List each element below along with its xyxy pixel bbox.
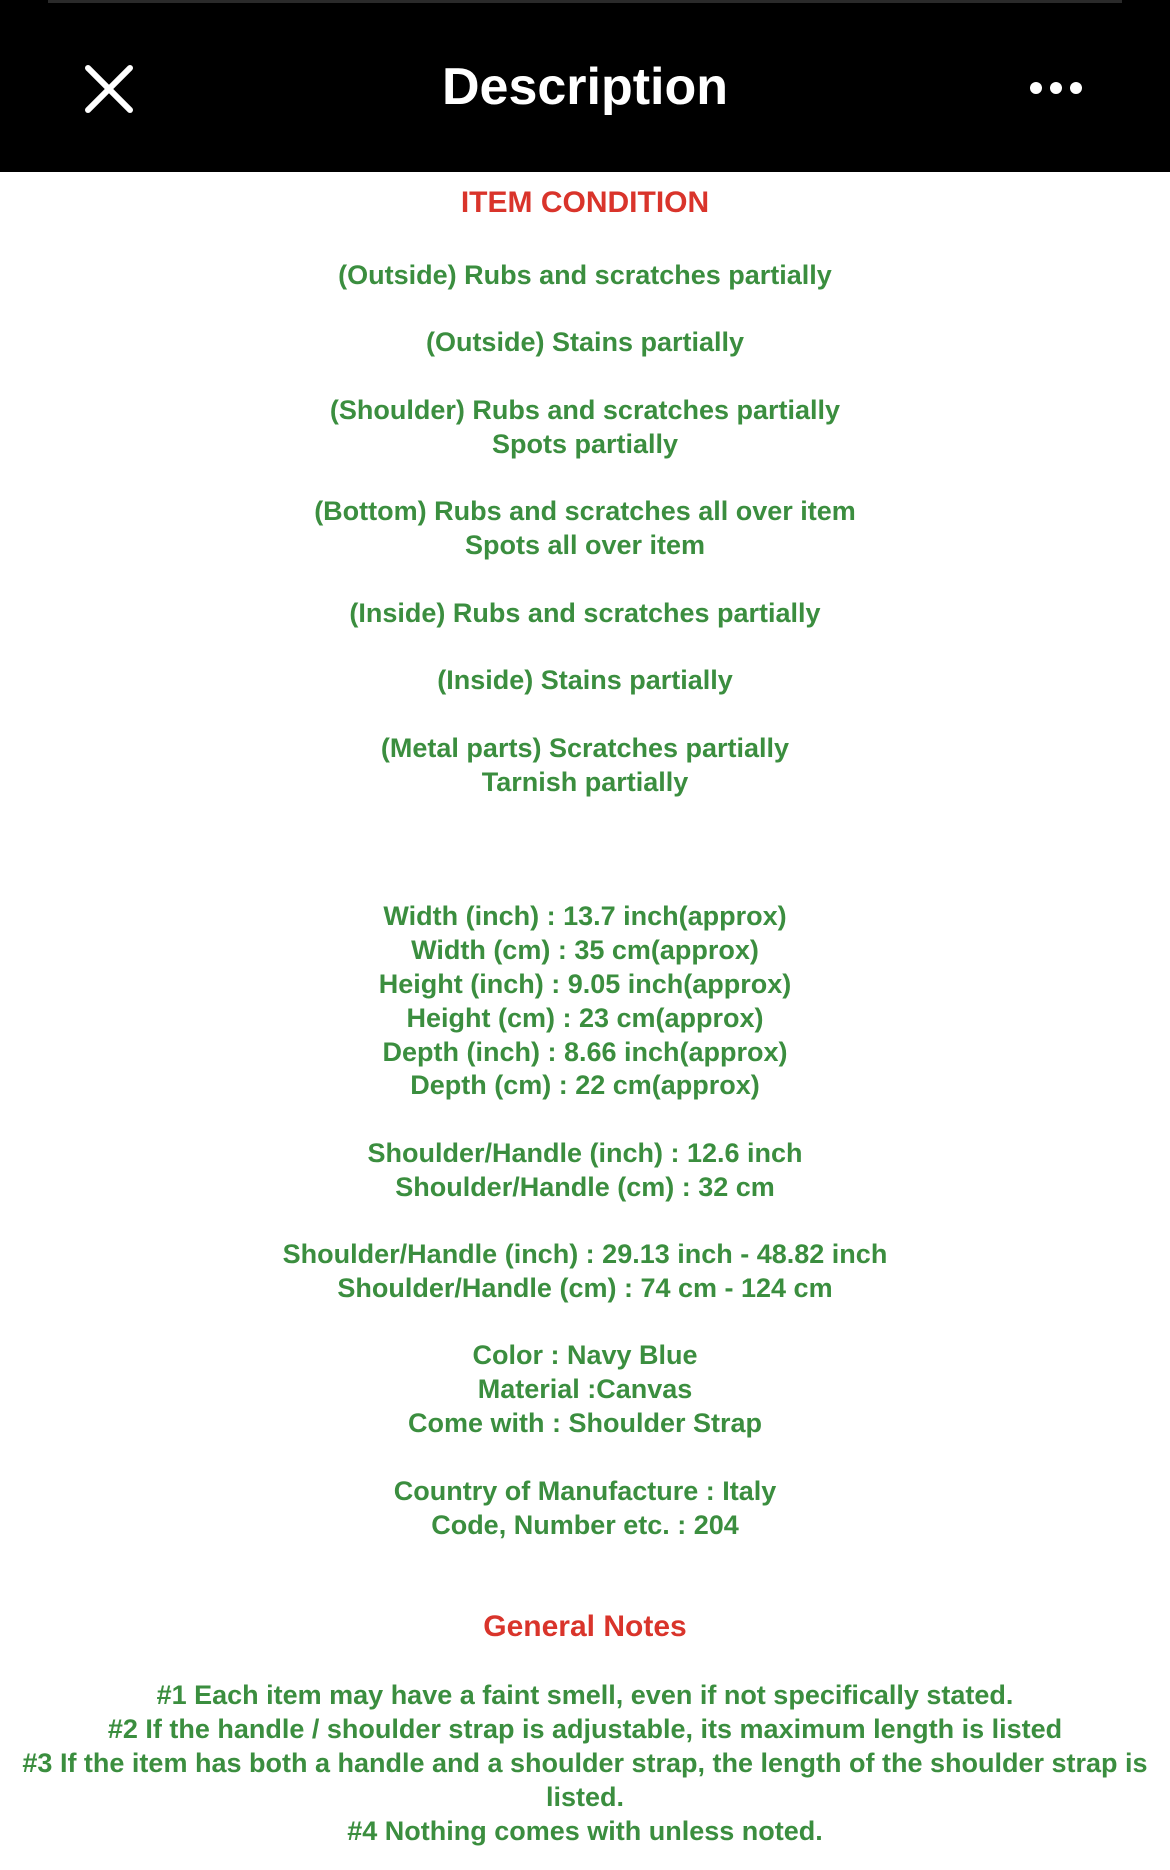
detail-line: Come with : Shoulder Strap (407, 1408, 763, 1438)
condition-line: (Bottom) Rubs and scratches all over item (314, 496, 856, 526)
general-note: #3 If the item has both a handle and a shoulder strap, the length of the shoulder strap is listed. (22, 1748, 1148, 1812)
dimension-line: Width (inch) : 13.7 inch(approx) (383, 901, 787, 931)
general-note: #1 Each item may have a faint smell, even if not specifically stated. (156, 1680, 1014, 1710)
dimension-line: Height (inch) : 9.05 inch(approx) (378, 969, 792, 999)
origin-line: Code, Number etc. : 204 (431, 1510, 739, 1540)
condition-line: Spots partially (491, 429, 679, 459)
general-note: #2 If the handle / shoulder strap is adjustable, its maximum length is listed (107, 1714, 1063, 1744)
condition-line: (Inside) Stains partially (437, 665, 733, 695)
handle-line: Shoulder/Handle (cm) : 32 cm (395, 1172, 775, 1202)
general-notes-heading: General Notes (483, 1610, 687, 1643)
page-title: Description (441, 58, 729, 116)
strap-line: Shoulder/Handle (inch) : 29.13 inch - 48.82 inch (282, 1239, 888, 1269)
condition-line: (Outside) Stains partially (425, 327, 745, 357)
dimension-line: Depth (cm) : 22 cm(approx) (410, 1070, 760, 1100)
condition-line: (Inside) Rubs and scratches partially (349, 598, 821, 628)
condition-line: (Outside) Rubs and scratches partially (338, 260, 832, 290)
handle-line: Shoulder/Handle (inch) : 12.6 inch (367, 1138, 803, 1168)
detail-line: Color : Navy Blue (472, 1340, 698, 1370)
more-horizontal-icon (1026, 68, 1086, 108)
origin-line: Country of Manufacture : Italy (393, 1476, 777, 1506)
top-bar (0, 0, 1170, 172)
more-options-button[interactable] (1026, 68, 1086, 108)
condition-line: (Shoulder) Rubs and scratches partially (329, 395, 841, 425)
condition-line: Tarnish partially (481, 767, 689, 797)
general-note: #4 Nothing comes with unless noted. (347, 1816, 823, 1846)
dimension-line: Height (cm) : 23 cm(approx) (406, 1003, 764, 1033)
condition-line: Spots all over item (464, 530, 706, 560)
dimension-line: Width (cm) : 35 cm(approx) (411, 935, 759, 965)
general-notes-list (20, 1678, 1150, 1848)
strap-line: Shoulder/Handle (cm) : 74 cm - 124 cm (337, 1273, 833, 1303)
top-edge-divider (48, 0, 1122, 3)
dimension-line: Depth (inch) : 8.66 inch(approx) (382, 1037, 788, 1067)
condition-line: (Metal parts) Scratches partially (380, 733, 790, 763)
item-condition-heading: ITEM CONDITION (460, 186, 710, 219)
detail-line: Material :Canvas (477, 1374, 693, 1404)
